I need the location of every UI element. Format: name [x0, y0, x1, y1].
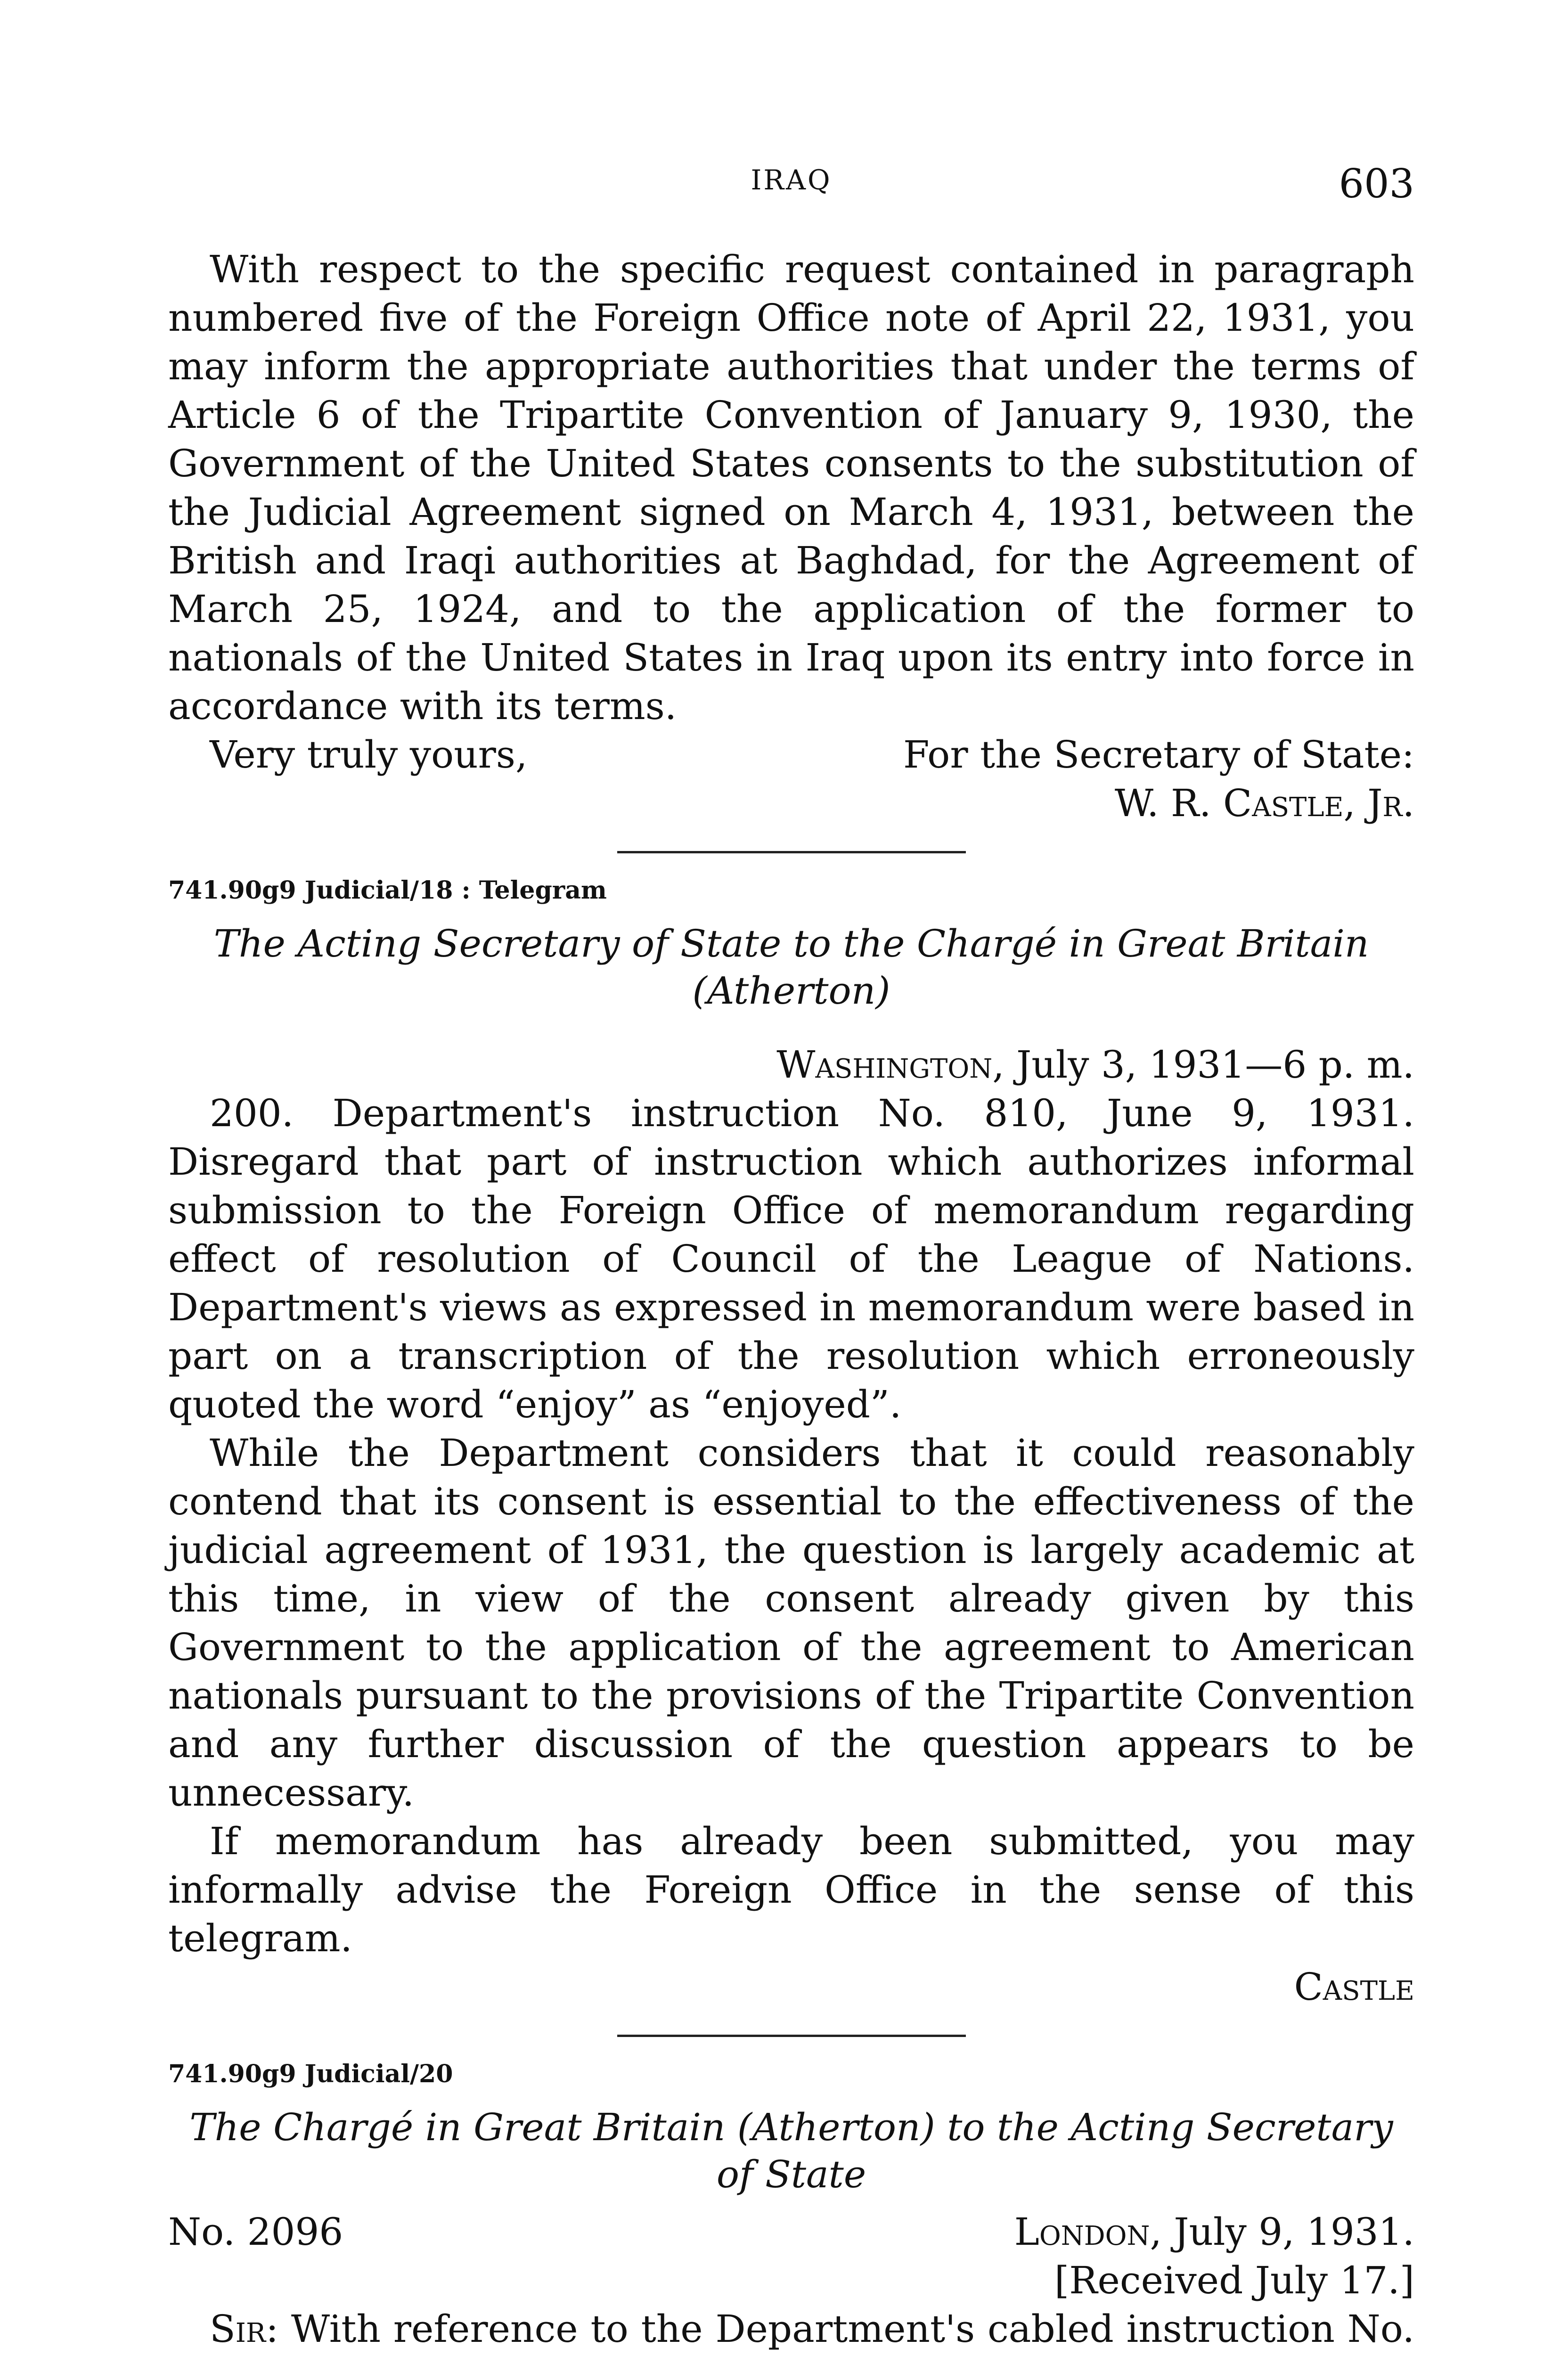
closing-row	[168, 730, 1414, 779]
dateline	[168, 1040, 1414, 1089]
page-body	[168, 245, 1414, 2356]
section-divider	[617, 851, 966, 853]
telegram-paragraph: While the Department considers that it could reasonably contend that its consent is essential to the effectiveness of the judicial agreement of 1931, the question is largely academic at this time, in view of the consent already given by this Government to the application of the agreement to American nationals pursuant to the provisions of the Tripartite Convention and any further discussion of the question appears to be unnecessary.	[168, 1431, 1414, 1815]
telegram-paragraph: If memorandum has already been submitted, you may informally advise the Foreign Office in the sense of this telegram.	[168, 1819, 1414, 1960]
despatch-number: No. 2096	[168, 2210, 343, 2254]
signature-castle: Castle	[1294, 1965, 1414, 2009]
file-reference: 741.90g9 Judicial/18 : Telegram	[168, 876, 607, 905]
heading-line: (Atherton)	[692, 969, 890, 1013]
heading-line: The Chargé in Great Britain (Atherton) to the Acting Secretary	[189, 2105, 1393, 2149]
despatch-text: With reference to the Department's cabled instruction No.	[291, 2307, 1414, 2351]
section1-paragraph: With respect to the specific request contained in paragraph numbered five of the Foreign Office note of April 22, 1931, you may inform the appropriate authorities that under the terms of Article 6 of the Tripartite Convention of January 9, 1930, the Government of the United States consents to the substitution of the Judicial Agreement signed on March 4, 1931, between the British and Iraqi authorities at Baghdad, for the Agreement of March 25, 1924, and to the application of the former to nationals of the United States in Iraq upon its entry into force in accordance with its terms.	[168, 247, 1414, 728]
page-number: 603	[1339, 161, 1414, 207]
dateline	[1014, 2208, 1414, 2256]
despatch-paragraph	[168, 2305, 1414, 2356]
heading-line: The Acting Secretary of State to the Chargé in Great Britain	[213, 922, 1369, 965]
received-date: [Received July 17.]	[1054, 2258, 1414, 2302]
dateline-date: July 9, 1931.	[1174, 2210, 1414, 2254]
dateline-place: Washington,	[776, 1043, 1004, 1087]
dateline-row	[168, 2208, 1414, 2256]
for-secretary-line: For the Secretary of State:	[903, 733, 1414, 777]
page-header	[168, 155, 1414, 212]
telegram-paragraph: 200. Department's instruction No. 810, June 9, 1931. Disregard that part of instruction which authorizes informal submission to the Foreign Office of memorandum regarding effect of resolution of Council of the League of Nations. Department's views as expressed in memorandum were based in part on a transcription of the resolution which erroneously quoted the word “enjoy” as “enjoyed”.	[168, 1091, 1414, 1426]
running-title: IRAQ	[751, 164, 832, 196]
salutation: Sir:	[210, 2307, 279, 2351]
closing-phrase: Very truly yours,	[210, 733, 528, 777]
heading-line: of State	[716, 2152, 866, 2196]
file-reference: 741.90g9 Judicial/20	[168, 2060, 453, 2088]
signature-castle-jr: W. R. Castle, Jr.	[1114, 781, 1414, 825]
dateline-place: London,	[1014, 2210, 1162, 2254]
document-heading	[168, 920, 1414, 1014]
document-heading	[168, 2104, 1414, 2198]
dateline-date: July 3, 1931—6 p. m.	[1016, 1043, 1414, 1087]
section-divider	[617, 2035, 966, 2037]
